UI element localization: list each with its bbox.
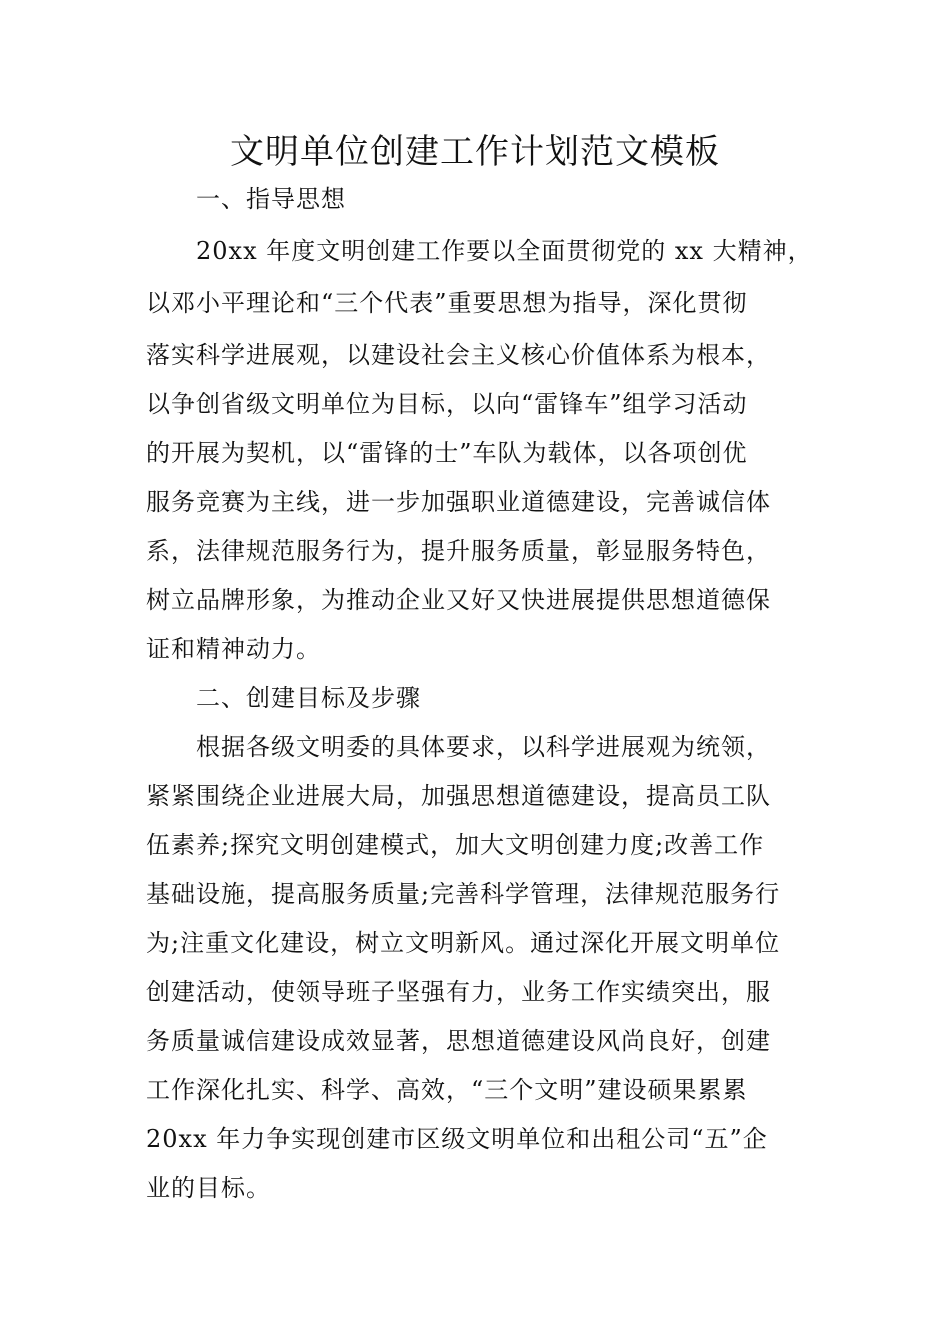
paragraph-line: 工作深化扎实、科学、高效，“三个文明”建设硕果累累 xyxy=(146,1076,748,1104)
paragraph-line: 证和精神动力。 xyxy=(146,635,321,663)
paragraph-line: 伍素养;探究文明创建模式，加大文明创建力度;改善工作 xyxy=(146,831,765,859)
paragraph-line: 基础设施，提高服务质量;完善科学管理，法律规范服务行 xyxy=(146,880,781,908)
paragraph-line: 系，法律规范服务行为，提升服务质量，彰显服务特色， xyxy=(146,537,771,565)
paragraph-line: 20xx 年力争实现创建市区级文明单位和出租公司“五”企 xyxy=(146,1125,768,1153)
section-heading-guiding-ideology: 一、指导思想 xyxy=(196,185,346,213)
paragraph-line: 根据各级文明委的具体要求，以科学进展观为统领， xyxy=(196,733,771,761)
paragraph-line: 树立品牌形象，为推动企业又好又快进展提供思想道德保 xyxy=(146,586,771,614)
paragraph-line: 服务竞赛为主线，进一步加强职业道德建设，完善诚信体 xyxy=(146,488,771,516)
paragraph-line: 创建活动，使领导班子坚强有力，业务工作实绩突出，服 xyxy=(146,978,771,1006)
paragraph-line: 20xx 年度文明创建工作要以全面贯彻党的 xx 大精神， xyxy=(196,237,813,265)
paragraph-line: 落实科学进展观，以建设社会主义核心价值体系为根本， xyxy=(146,341,771,369)
paragraph-line: 务质量诚信建设成效显著，思想道德建设风尚良好，创建 xyxy=(146,1027,771,1055)
paragraph-line: 以邓小平理论和“三个代表”重要思想为指导，深化贯彻 xyxy=(146,289,748,317)
paragraph-line: 业的目标。 xyxy=(146,1174,271,1202)
document-title: 文明单位创建工作计划范文模板 xyxy=(230,132,720,172)
section-heading-goals-and-steps: 二、创建目标及步骤 xyxy=(196,684,421,712)
paragraph-line: 的开展为契机，以“雷锋的士”车队为载体，以各项创优 xyxy=(146,439,748,467)
paragraph-line: 为;注重文化建设，树立文明新风。通过深化开展文明单位 xyxy=(146,929,781,957)
paragraph-line: 紧紧围绕企业进展大局，加强思想道德建设，提高员工队 xyxy=(146,782,771,810)
paragraph-line: 以争创省级文明单位为目标，以向“雷锋车”组学习活动 xyxy=(146,390,748,418)
